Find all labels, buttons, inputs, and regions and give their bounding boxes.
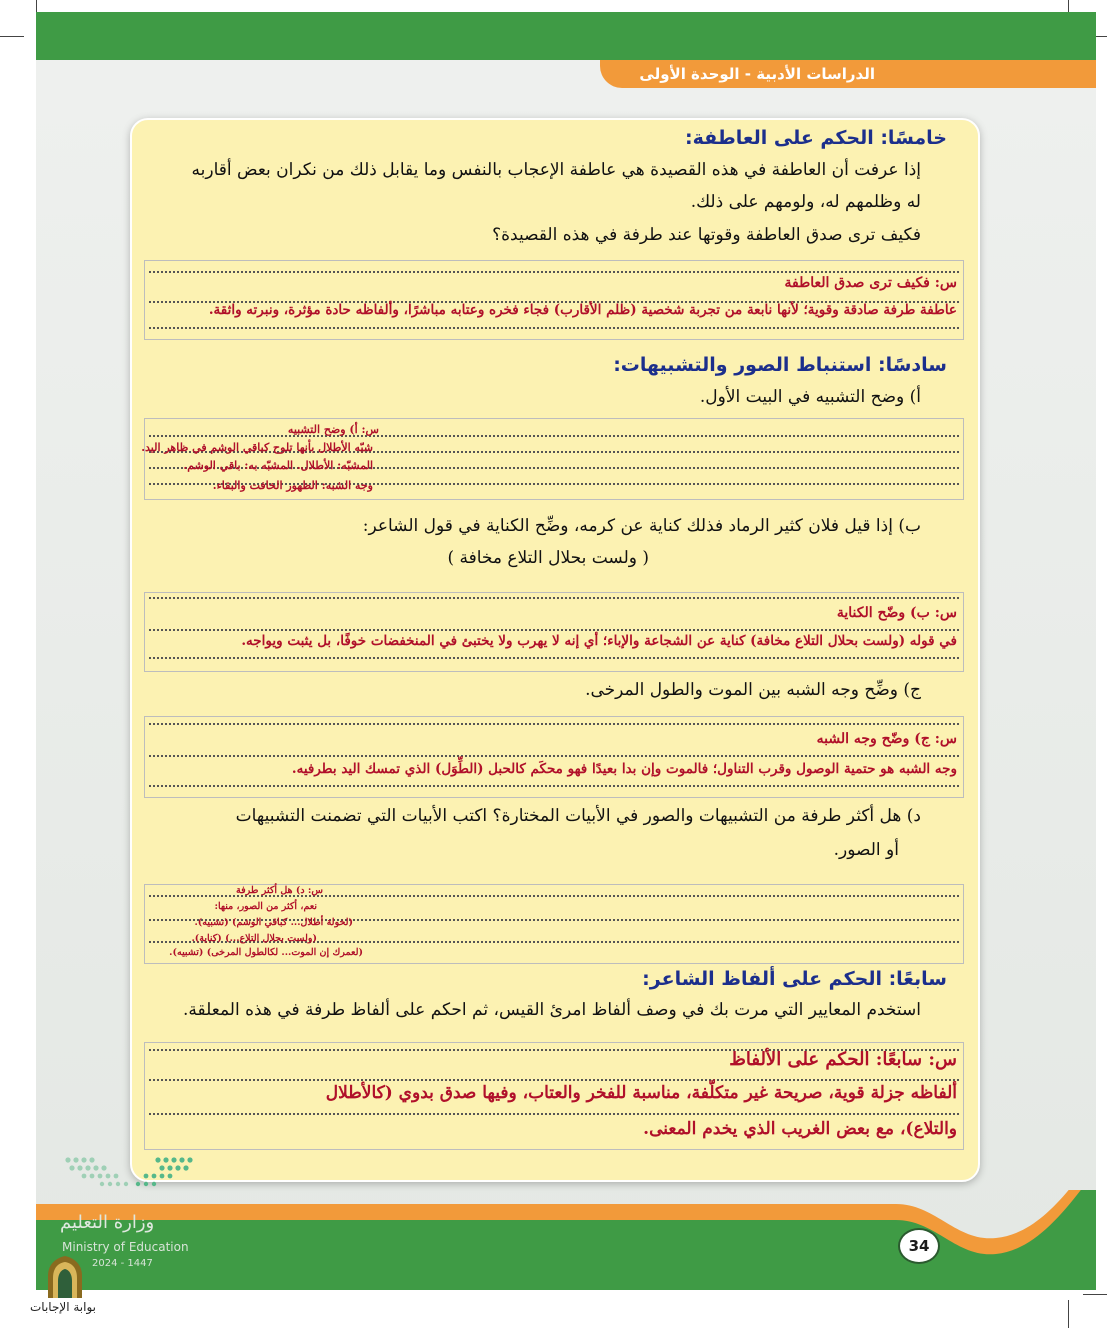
answers-gate-logo-icon — [42, 1254, 88, 1300]
answer-line: (ولست بحلال التلاع...) (كناية). — [191, 933, 317, 944]
answer-line: المشبّه: الأطلال. المشبّه به: باقي الوشم. — [183, 459, 373, 472]
answer-line: وجه الشبه: الظهور الخافت والبقاء. — [212, 479, 373, 492]
answer-box-6b[interactable] — [144, 592, 964, 672]
dotted-line — [149, 435, 959, 437]
moe-watermark-english: Ministry of Education — [62, 1240, 189, 1254]
answer-question: س: ب) وضّح الكناية — [836, 605, 957, 621]
moe-watermark-year: 2024 - 1447 — [92, 1258, 153, 1269]
section5-line3: فكيف ترى صدق العاطفة وقوتها عند طرفة في هذه القصيدة؟ — [492, 225, 921, 245]
answer-text: عاطفة طرفة صادقة وقوية؛ لأنها نابعة من تجربة شخصية (ظلم الأقارب) فجاء فخره وعتابه مباشرًا، وألفاظه حادة مؤثرة، ونبرته واثقة. — [208, 302, 957, 318]
answer-question: س: سابعًا: الحكم على الألفاظ — [729, 1049, 957, 1070]
crop-mark — [0, 36, 24, 37]
answer-line: شبّه الأطلال بأنها تلوح كباقي الوشم في ظاهر اليد. — [141, 441, 373, 454]
answer-line: (لعمرك إن الموت... لكالطول المرخى) (تشبيه). — [169, 947, 363, 958]
dotted-line — [149, 271, 959, 273]
answer-question: س: أ) وضح التشبيه — [287, 423, 379, 436]
dotted-line — [149, 657, 959, 659]
section6-a-prompt: أ) وضح التشبيه في البيت الأول. — [699, 387, 921, 407]
dotted-line — [149, 1113, 959, 1115]
answer-question: س: ج) وضّح وجه الشبه — [816, 731, 957, 747]
answer-text: وجه الشبه هو حتمية الوصول وقرب التناول؛ فالموت وإن بدا بعيدًا فهو محكَم كالحبل (الطِّوَل) الذي تمسك اليد بطرفيه. — [291, 761, 957, 777]
answer-box-section7[interactable] — [144, 1042, 964, 1150]
dotted-line — [149, 723, 959, 725]
dotted-line — [149, 597, 959, 599]
answer-box-section5[interactable] — [144, 260, 964, 340]
dotted-line — [149, 629, 959, 631]
section5-title: خامسًا: الحكم على العاطفة: — [685, 127, 947, 149]
dotted-line — [149, 785, 959, 787]
dotted-line — [149, 327, 959, 329]
section6-c-prompt: ج) وضِّح وجه الشبه بين الموت والطول المرخى. — [585, 680, 921, 700]
answer-box-6d[interactable] — [144, 884, 964, 964]
answer-line: نعم، أكثر من الصور، منها: — [214, 901, 317, 912]
section6-b-prompt: ب) إذا قيل فلان كثير الرماد فذلك كناية عن كرمه، وضِّح الكناية في قول الشاعر: — [362, 516, 921, 536]
crop-mark — [1068, 1300, 1069, 1328]
section6-b-verse: ( ولست بحلال التلاع مخافة ) — [447, 548, 649, 568]
answers-gate-label: بوابة الإجابات — [30, 1300, 97, 1314]
answer-line: (لخولة أطلال... كباقي الوشم) (تشبيه). — [194, 917, 353, 928]
section7-prompt: استخدم المعايير التي مرت بك في وصف ألفاظ امرئ القيس، ثم احكم على ألفاظ طرفة في هذه المعلقة. — [183, 1000, 921, 1020]
section6-d-prompt2: أو الصور. — [833, 840, 899, 860]
section7-title: سابعًا: الحكم على ألفاظ الشاعر: — [642, 968, 947, 990]
section5-line1: إذا عرفت أن العاطفة في هذه القصيدة هي عاطفة الإعجاب بالنفس وما يقابل ذلك من نكران بعض أقاربه — [191, 160, 921, 180]
answer-text: في قوله (ولست بحلال التلاع مخافة) كناية عن الشجاعة والإباء؛ أي إنه لا يهرب ولا يختبئ في المنخفضات خوفًا، بل يثبت ويواجه. — [241, 633, 957, 649]
moe-watermark-arabic: وزارة التعليم — [60, 1212, 155, 1233]
answer-box-6a[interactable] — [141, 418, 964, 500]
section6-title: سادسًا: استنباط الصور والتشبيهات: — [613, 354, 947, 376]
answer-question: س: فكيف ترى صدق العاطفة — [784, 275, 957, 291]
dotted-line — [149, 755, 959, 757]
section6-d-prompt1: د) هل أكثر طرفة من التشبيهات والصور في الأبيات المختارة؟ اكتب الأبيات التي تضمنت التشبيهات — [235, 806, 921, 826]
dotted-line — [149, 1079, 959, 1081]
page-number: 34 — [898, 1228, 940, 1264]
answer-box-6c[interactable] — [144, 716, 964, 798]
answer-line: ألفاظه جزلة قوية، صريحة غير متكلّفة، مناسبة للفخر والعتاب، وفيها صدق بدوي (كالأطلال — [325, 1083, 957, 1103]
unit-header-label: الدراسات الأدبية - الوحدة الأولى — [639, 65, 875, 83]
crop-mark — [1083, 1294, 1107, 1295]
answer-question: س: د) هل أكثر طرفة — [236, 885, 323, 896]
answer-line: والتلاع)، مع بعض الغريب الذي يخدم المعنى. — [643, 1119, 957, 1139]
section5-line2: له وظلمهم له، ولومهم على ذلك. — [690, 192, 921, 212]
top-green-band — [36, 12, 1096, 60]
